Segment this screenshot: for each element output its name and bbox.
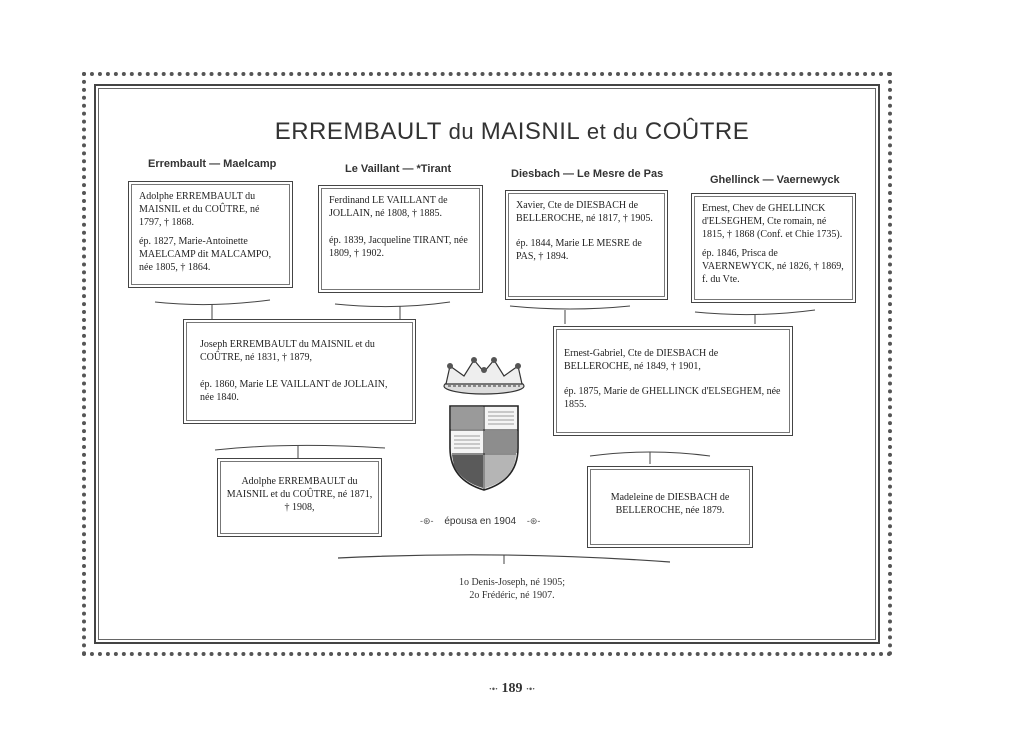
person-box-ernest-gabriel-diesbach bbox=[553, 326, 793, 436]
person-birth-line: Adolphe ERREMBAULT du MAISNIL et du COÛTRE, né 1797, † 1868. bbox=[139, 191, 260, 228]
page-title: ERREMBAULT du MAISNIL et du COÛTRE bbox=[274, 118, 750, 145]
person-marriage-line: ép. 1827, Marie-Antoinette MAELCAMP dit MALCAMPO, née 1805, † 1864. bbox=[139, 236, 272, 273]
person-box-ernest-ghellinck bbox=[691, 193, 856, 303]
family-header-errembault: Errembault — Maelcamp bbox=[148, 158, 277, 170]
person-marriage-line: ép. 1839, Jacqueline TIRANT, née 1809, † 1902. bbox=[329, 235, 468, 259]
coat-of-arms-image bbox=[436, 356, 532, 492]
person-marriage-line: ép. 1875, Marie de GHELLINCK d'ELSEGHEM, née 1855. bbox=[564, 386, 781, 410]
children-rule bbox=[336, 552, 672, 566]
person-birth-line: Xavier, Cte de DIESBACH de BELLEROCHE, né 1817, † 1905. bbox=[516, 200, 653, 224]
person-birth-line: Ernest, Chev de GHELLINCK d'ELSEGHEM, Cte romain, né 1815, † 1868 (Conf. et Chie 1735). bbox=[702, 203, 843, 240]
page-number-text: 189 bbox=[501, 681, 523, 696]
person-marriage-line: ép. 1860, Marie LE VAILLANT de JOLLAIN, née 1840. bbox=[200, 379, 388, 403]
children-list bbox=[0, 576, 1024, 602]
person-marriage-line: ép. 1844, Marie LE MESRE de PAS, † 1894. bbox=[516, 238, 642, 262]
marriage-note bbox=[420, 516, 540, 527]
ornament-left-icon: -⊛- bbox=[420, 516, 434, 526]
page-number bbox=[0, 681, 1024, 697]
family-header-diesbach: Diesbach — Le Mesre de Pas bbox=[511, 168, 664, 180]
marriage-text: épousa en 1904 bbox=[444, 516, 517, 527]
person-marriage-line: ép. 1846, Prisca de VAERNEWYCK, né 1826, † 1869, f. du Vte. bbox=[702, 248, 844, 285]
person-box-ferdinand-le-vaillant bbox=[318, 185, 483, 293]
person-box-joseph-errembault bbox=[183, 319, 416, 424]
person-birth-line: Adolphe ERREMBAULT du MAISNIL et du COÛTRE, né 1871, † 1908, bbox=[226, 476, 373, 513]
ornament-right-icon: -⊛- bbox=[526, 516, 541, 526]
child-item: 1o Denis-Joseph, né 1905; bbox=[458, 577, 566, 588]
person-birth-line: Joseph ERREMBAULT du MAISNIL et du COÛTRE, né 1831, † 1879, bbox=[200, 339, 375, 363]
child-item: 2o Frédéric, né 1907. bbox=[469, 590, 555, 601]
ornament-icon: ·•· bbox=[488, 684, 498, 694]
person-box-adolphe-errembault-1871 bbox=[217, 458, 382, 537]
person-birth-line: Ferdinand LE VAILLANT de JOLLAIN, né 1808, † 1885. bbox=[329, 195, 448, 219]
ornament-icon: ·•· bbox=[526, 684, 536, 694]
person-box-xavier-diesbach bbox=[505, 190, 668, 300]
person-birth-line: Ernest-Gabriel, Cte de DIESBACH de BELLEROCHE, né 1849, † 1901, bbox=[564, 348, 719, 372]
person-birth-line: Madeleine de DIESBACH de BELLEROCHE, née 1879. bbox=[610, 492, 730, 516]
person-box-madeleine-diesbach bbox=[587, 466, 753, 548]
person-box-adolphe-errembault-1797 bbox=[128, 181, 293, 288]
family-header-ghellinck: Ghellinck — Vaernewyck bbox=[710, 174, 840, 186]
family-header-le-vaillant: Le Vaillant — *Tirant bbox=[345, 163, 452, 175]
